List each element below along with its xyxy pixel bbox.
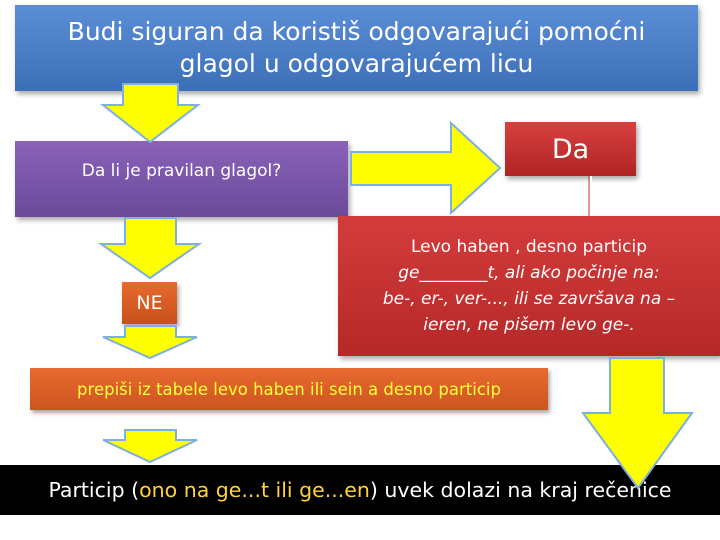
rule-line-3: be-, er-, ver-..., ili se završava na – <box>382 289 676 309</box>
arrow-down-rule-to-final <box>583 358 692 488</box>
yes-label: Da <box>551 133 590 165</box>
rule-line-4: ieren, ne pišem levo ge-. <box>423 315 635 335</box>
arrow-down-title-to-question <box>103 84 198 142</box>
arrow-down-question-to-no <box>101 218 199 278</box>
arrow-down-copy-to-final <box>103 430 197 462</box>
copy-instruction-text: prepiši iz tabele levo haben ili sein a desno particip <box>77 379 501 399</box>
arrow-right-question-to-yes <box>351 123 500 213</box>
final-part-3: ) uvek dolazi na kraj rečenice <box>369 478 672 502</box>
rule-line-1: Levo haben , desno particip <box>410 237 648 257</box>
title-line-2: glagol u odgovarajućem licu <box>179 49 534 78</box>
final-part-2: ono na ge...t ili ge...en <box>139 478 370 502</box>
final-part-1: Particip ( <box>48 478 140 502</box>
question-text: Da li je pravilan glagol? <box>81 161 282 181</box>
no-label: NE <box>136 292 163 314</box>
rule-line-2-suffix: t, ali ako počinje na: <box>487 263 660 283</box>
title-line-1: Budi siguran da koristiš odgovarajući pomoćni <box>67 17 646 46</box>
arrow-down-no-to-copy <box>103 326 197 358</box>
rule-line-2-prefix: ge________ <box>398 263 488 283</box>
